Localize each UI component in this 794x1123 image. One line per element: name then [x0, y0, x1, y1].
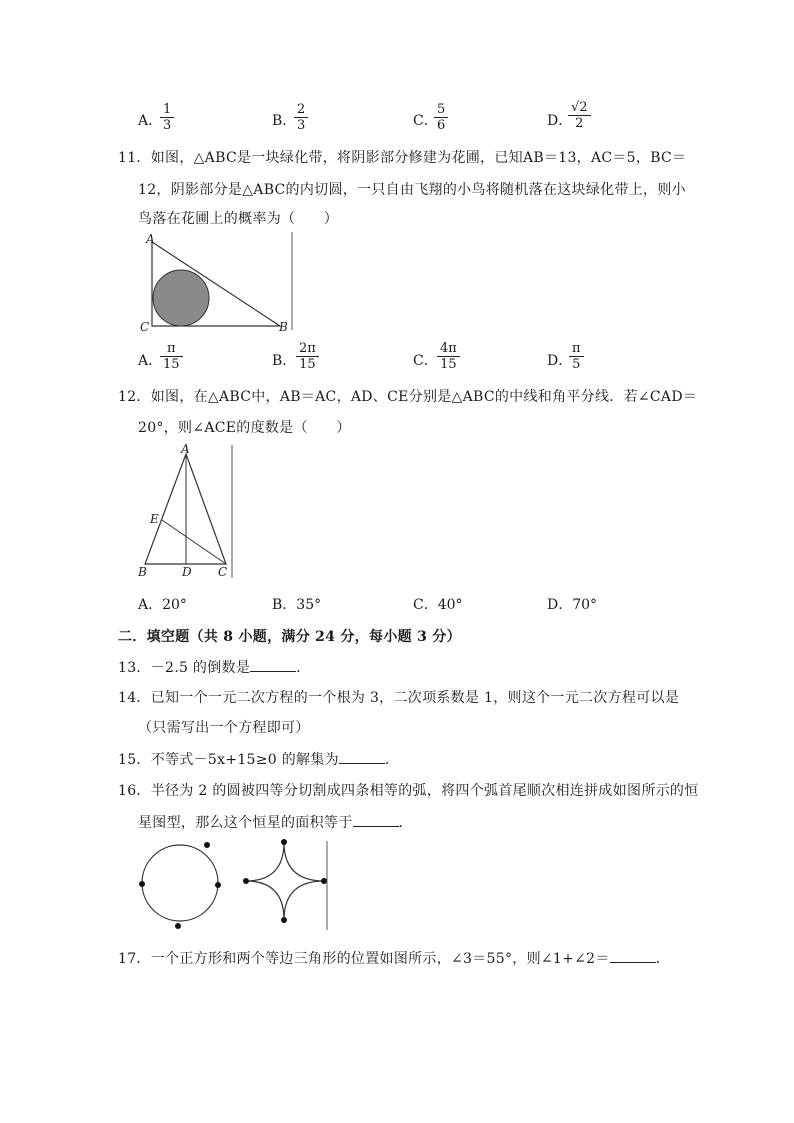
- q12-option-b: B．35°: [272, 597, 322, 613]
- q17-answer-blank: [610, 949, 656, 963]
- q13-answer-blank: [250, 658, 296, 672]
- q16-star-point-left: [243, 878, 249, 884]
- q16-circle-point-bottom: [175, 923, 181, 929]
- q16-line-1: 16．半径为 2 的圆被四等分切割成四条相等的弧，将四个弧首尾顺次相连拼成如图所示的恒: [118, 783, 699, 799]
- q11-option-a-denominator: 15: [163, 357, 180, 372]
- q10-option-d-numerator: √2: [568, 100, 591, 116]
- q11-figure-right-triangle: [136, 230, 296, 336]
- q12-option-a: A．20°: [138, 597, 187, 613]
- q11-line-1: 11．如图，△ABC是一块绿化带，将阴影部分修建为花圃，已知AB＝13，AC＝5，BC＝: [118, 150, 687, 166]
- q15-answer-blank: [339, 750, 385, 764]
- q15-end: ．: [384, 752, 400, 768]
- q11-option-d-label: D．: [547, 353, 573, 369]
- q12-option-c: C．40°: [413, 597, 463, 613]
- q10-option-b-label: B．: [272, 113, 297, 129]
- q16-line-2-text: 星图型，那么这个恒星的面积等于: [138, 815, 353, 831]
- q11-option-b-fraction: [296, 341, 319, 372]
- q11-option-c-numerator: 4π: [437, 341, 460, 357]
- q11-option-b-label: B．: [272, 353, 297, 369]
- q16-star-point-top: [281, 839, 287, 845]
- q13-end: ．: [296, 660, 311, 676]
- q12-label-a: A: [181, 442, 190, 456]
- q11-option-a-numerator: π: [160, 341, 183, 357]
- q11-option-a-label: A．: [138, 353, 163, 369]
- q12-line-2: 20°，则∠ACE的度数是（ ）: [138, 420, 351, 436]
- q17-text: 17．一个正方形和两个等边三角形的位置如图所示，∠3＝55°，则∠1+∠2＝: [118, 951, 610, 967]
- q10-option-a-label: A．: [138, 113, 163, 129]
- q10-option-d-denominator: 2: [575, 116, 584, 131]
- q11-option-b-denominator: 15: [299, 357, 316, 372]
- q11-line-3: 鸟落在花圃上的概率为（ ）: [138, 211, 339, 227]
- q11-incircle: [153, 270, 209, 326]
- q11-option-c-label: C．: [413, 353, 438, 369]
- q12-label-b: B: [138, 565, 147, 579]
- q10-option-d-fraction: [568, 100, 591, 131]
- q11-option-b-numerator: 2π: [296, 341, 319, 357]
- q11-option-a-fraction: [160, 341, 183, 372]
- q16-circle: [142, 845, 218, 921]
- q12-label-c: C: [218, 565, 228, 579]
- q15-line: [118, 749, 399, 769]
- q16-star-point-right: [321, 878, 327, 884]
- q10-option-c-label: C．: [413, 113, 438, 129]
- q15-text: 15．不等式－5x+15≥0 的解集为: [118, 752, 339, 768]
- q16-end: ．: [398, 815, 413, 831]
- q12-option-d: D．70°: [547, 597, 598, 613]
- q13-line: [118, 657, 310, 677]
- q14-line-1: 14．已知一个一元二次方程的一个根为 3，二次项系数是 1，则这个一元二次方程可以是: [118, 690, 680, 706]
- q16-star-point-bottom: [281, 917, 287, 923]
- q16-star-shape: [246, 842, 324, 920]
- q11-label-b: B: [279, 320, 288, 334]
- q10-option-b-fraction: [294, 102, 308, 133]
- q11-label-c: C: [140, 320, 150, 334]
- q12-bisector-ce: [162, 520, 226, 564]
- q10-option-b-numerator: 2: [294, 102, 308, 118]
- q16-circle-point-top: [204, 842, 210, 848]
- q16-line-2: [138, 812, 413, 832]
- q16-answer-blank: [353, 813, 399, 827]
- q12-label-e: E: [150, 512, 159, 526]
- q14-line-2: （只需写出一个方程即可）: [138, 720, 310, 736]
- q12-label-d: D: [182, 565, 192, 579]
- q10-option-d-label: D．: [547, 113, 573, 129]
- q11-option-d-denominator: 5: [572, 357, 581, 372]
- q11-option-d-numerator: π: [569, 341, 584, 357]
- q10-option-c-numerator: 5: [434, 102, 448, 118]
- q12-figure-isosceles-triangle: [134, 440, 234, 582]
- q10-option-c-denominator: 6: [437, 118, 446, 133]
- q13-text: 13．－2.5 的倒数是: [118, 660, 251, 676]
- q11-option-c-fraction: [437, 341, 460, 372]
- q16-circle-point-left: [139, 881, 145, 887]
- q11-line-2: 12，阴影部分是△ABC的内切圆，一只自由飞翔的小鸟将随机落在这块绿化带上，则小: [138, 182, 686, 198]
- q12-line-1: 12．如图，在△ABC中，AB＝AC，AD、CE分别是△ABC的中线和角平分线．若∠CAD＝: [118, 389, 698, 405]
- q10-option-a-fraction: [160, 102, 174, 133]
- q17-end: ．: [655, 951, 670, 967]
- q10-option-a-denominator: 3: [163, 118, 172, 133]
- q11-label-a: A: [146, 232, 155, 246]
- q10-option-b-denominator: 3: [297, 118, 306, 133]
- q11-option-d-fraction: [569, 341, 584, 372]
- q16-figure-circle-and-star: [134, 838, 334, 934]
- q10-option-a-numerator: 1: [160, 102, 174, 118]
- q10-option-c-fraction: [434, 102, 448, 133]
- q16-circle-point-right: [215, 882, 221, 888]
- q17-line: [118, 948, 670, 968]
- q11-option-c-denominator: 15: [440, 357, 457, 372]
- section-2-title: 二．填空题（共 8 小题，满分 24 分，每小题 3 分）: [118, 629, 461, 645]
